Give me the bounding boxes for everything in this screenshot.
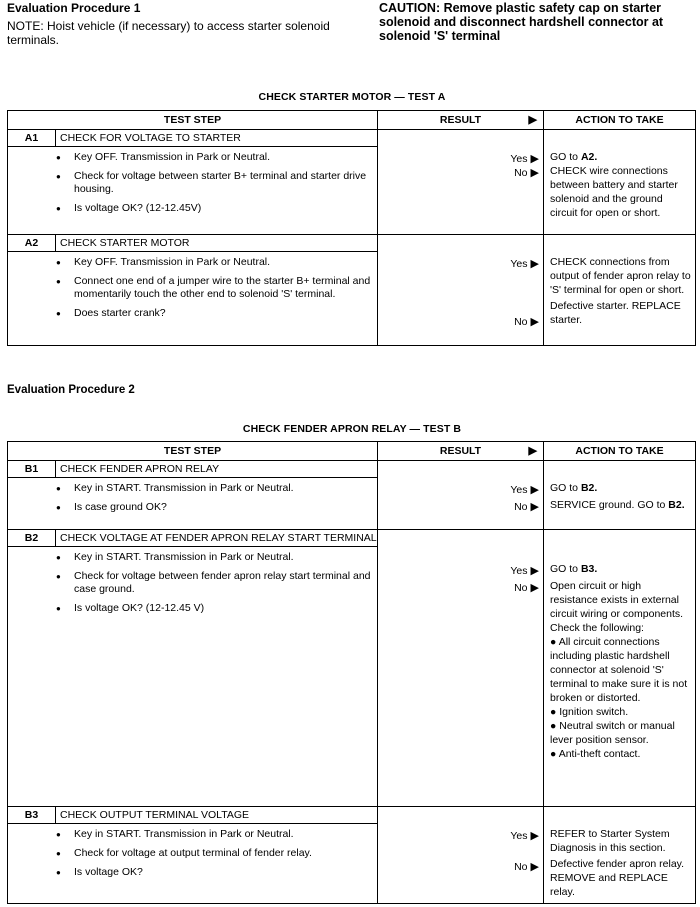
step-title-row [8, 807, 696, 824]
step-title-row [8, 530, 696, 547]
right-arrow-icon: ▶ [530, 565, 539, 577]
right-arrow-icon: ▶ [530, 861, 539, 873]
right-arrow-icon: ▶ [528, 445, 537, 457]
table-header-row [8, 442, 696, 461]
action-yes-target: B3. [580, 563, 598, 575]
step-id: A1 [8, 130, 56, 147]
action-cell [544, 461, 696, 530]
step-title-row [8, 235, 696, 252]
header-action: ACTION TO TAKE [544, 442, 696, 461]
result-label: Yes [510, 484, 528, 496]
bullet-item: ● Is voltage OK? (12-12.45V) [56, 202, 377, 215]
action-no: CHECK wire connections between battery and starter solenoid and the ground circuit for open or short. [550, 165, 678, 219]
result-label: Yes [510, 830, 528, 842]
action-no-target: B2. [668, 499, 685, 511]
result-yes [510, 564, 539, 578]
step-title-row [8, 130, 696, 147]
result-yes [510, 152, 539, 166]
step-title: CHECK VOLTAGE AT FENDER APRON RELAY START TERMINAL [56, 530, 378, 547]
bullet-item: ● Check for voltage at output terminal of fender relay. [56, 847, 377, 860]
result-cell [378, 235, 544, 346]
right-arrow-icon: ▶ [530, 167, 539, 179]
step-id: B2 [8, 530, 56, 547]
step-body [8, 147, 378, 235]
step-title-row [8, 461, 696, 478]
action-cell [544, 130, 696, 235]
procedure-1-heading: Evaluation Procedure 1 [7, 1, 141, 15]
right-arrow-icon: ▶ [530, 501, 539, 513]
result-yes [510, 483, 539, 497]
table-header-row [8, 111, 696, 130]
result-no [514, 860, 539, 874]
bullet-item: ● Key OFF. Transmission in Park or Neutral. [56, 151, 377, 164]
result-label: Yes [510, 258, 528, 270]
step-id: B3 [8, 807, 56, 824]
action-yes: GO to B3. [550, 563, 598, 575]
action-yes: REFER to Starter System Diagnosis in this section. [550, 828, 670, 854]
test-b-table [7, 441, 696, 904]
bullet-item: ● Key in START. Transmission in Park or Neutral. [56, 828, 377, 841]
action-cell [544, 807, 696, 904]
result-cell [378, 130, 544, 235]
result-cell [378, 530, 544, 807]
bullet-item: ● Check for voltage between starter B+ terminal and starter drive housing. [56, 170, 377, 196]
result-label: No [514, 167, 528, 179]
result-no [514, 500, 539, 514]
right-arrow-icon: ▶ [530, 316, 539, 328]
bullet-item: ● Key in START. Transmission in Park or Neutral. [56, 482, 377, 495]
action-cell [544, 530, 696, 807]
result-no [514, 315, 539, 329]
action-sub-item: ● All circuit connections including plastic hardshell connector at solenoid 'S' terminal to make sure it is not broken or distorted. [550, 636, 688, 704]
action-sub-item: ● Anti-theft contact. [550, 748, 641, 760]
procedure-1-note: NOTE: Hoist vehicle (if necessary) to access starter solenoid terminals. [7, 19, 330, 47]
bullet-item: ● Key in START. Transmission in Park or Neutral. [56, 551, 377, 564]
step-body [8, 547, 378, 807]
result-cell [378, 461, 544, 530]
action-yes: CHECK connections from output of fender apron relay to 'S' terminal for open or short. [550, 256, 691, 296]
action-no: Open circuit or high resistance exists in external circuit wiring or components. Check the following: [550, 580, 684, 634]
result-yes [510, 257, 539, 271]
step-title: CHECK FENDER APRON RELAY [56, 461, 378, 478]
header-test-step: TEST STEP [8, 442, 378, 461]
header-test-step: TEST STEP [8, 111, 378, 130]
result-label: Yes [510, 565, 528, 577]
step-body [8, 252, 378, 346]
right-arrow-icon: ▶ [530, 582, 539, 594]
result-label: No [514, 501, 528, 513]
step-body [8, 824, 378, 904]
result-label: No [514, 861, 528, 873]
bullet-item: ● Does starter crank? [56, 307, 377, 320]
bullet-item: ● Connect one end of a jumper wire to the starter B+ terminal and momentarily touch the other end to solenoid 'S' terminal. [56, 275, 377, 301]
header-result-label: RESULT [439, 445, 482, 457]
bullet-item: ● Check for voltage between fender apron relay start terminal and case ground. [56, 570, 377, 596]
right-arrow-icon: ▶ [530, 830, 539, 842]
step-body [8, 478, 378, 530]
test-a-title: CHECK STARTER MOTOR — TEST A [258, 91, 446, 103]
action-yes-target: B2. [580, 482, 598, 494]
result-cell [378, 807, 544, 904]
action-yes: GO to B2. [550, 482, 598, 494]
bullet-item: ● Is case ground OK? [56, 501, 377, 514]
step-id: B1 [8, 461, 56, 478]
test-b-title: CHECK FENDER APRON RELAY — TEST B [242, 423, 462, 435]
right-arrow-icon: ▶ [530, 258, 539, 270]
header-result [378, 442, 544, 461]
result-label: No [514, 316, 528, 328]
result-label: Yes [510, 153, 528, 165]
procedure-2-heading: Evaluation Procedure 2 [7, 384, 135, 396]
action-yes-target: A2. [580, 151, 598, 163]
result-no [514, 581, 539, 595]
action-cell [544, 235, 696, 346]
right-arrow-icon: ▶ [528, 114, 537, 126]
action-no: Defective starter. REPLACE starter. [550, 300, 681, 326]
bullet-item: ● Is voltage OK? [56, 866, 377, 879]
right-arrow-icon: ▶ [530, 153, 539, 165]
header-result [378, 111, 544, 130]
result-no [514, 166, 539, 180]
step-title: CHECK STARTER MOTOR [56, 235, 378, 252]
bullet-item: ● Is voltage OK? (12-12.45 V) [56, 602, 377, 615]
action-yes: GO to A2. [550, 151, 598, 163]
action-no: Defective fender apron relay. REMOVE and REPLACE relay. [550, 858, 685, 898]
step-title: CHECK OUTPUT TERMINAL VOLTAGE [56, 807, 378, 824]
caution-text: CAUTION: Remove plastic safety cap on starter solenoid and disconnect hardshell connector at solenoid 'S' terminal [379, 1, 664, 43]
action-sub-item: ● Neutral switch or manual lever position sensor. [550, 720, 675, 746]
bullet-item: ● Key OFF. Transmission in Park or Neutral. [56, 256, 377, 269]
header-result-label: RESULT [439, 114, 482, 126]
test-a-table [7, 110, 696, 346]
action-sub-item: ● Ignition switch. [550, 706, 629, 718]
result-yes [510, 829, 539, 843]
step-title: CHECK FOR VOLTAGE TO STARTER [56, 130, 378, 147]
result-label: No [514, 582, 528, 594]
right-arrow-icon: ▶ [530, 484, 539, 496]
step-id: A2 [8, 235, 56, 252]
header-action: ACTION TO TAKE [544, 111, 696, 130]
action-no: SERVICE ground. GO to B2. [550, 499, 685, 511]
